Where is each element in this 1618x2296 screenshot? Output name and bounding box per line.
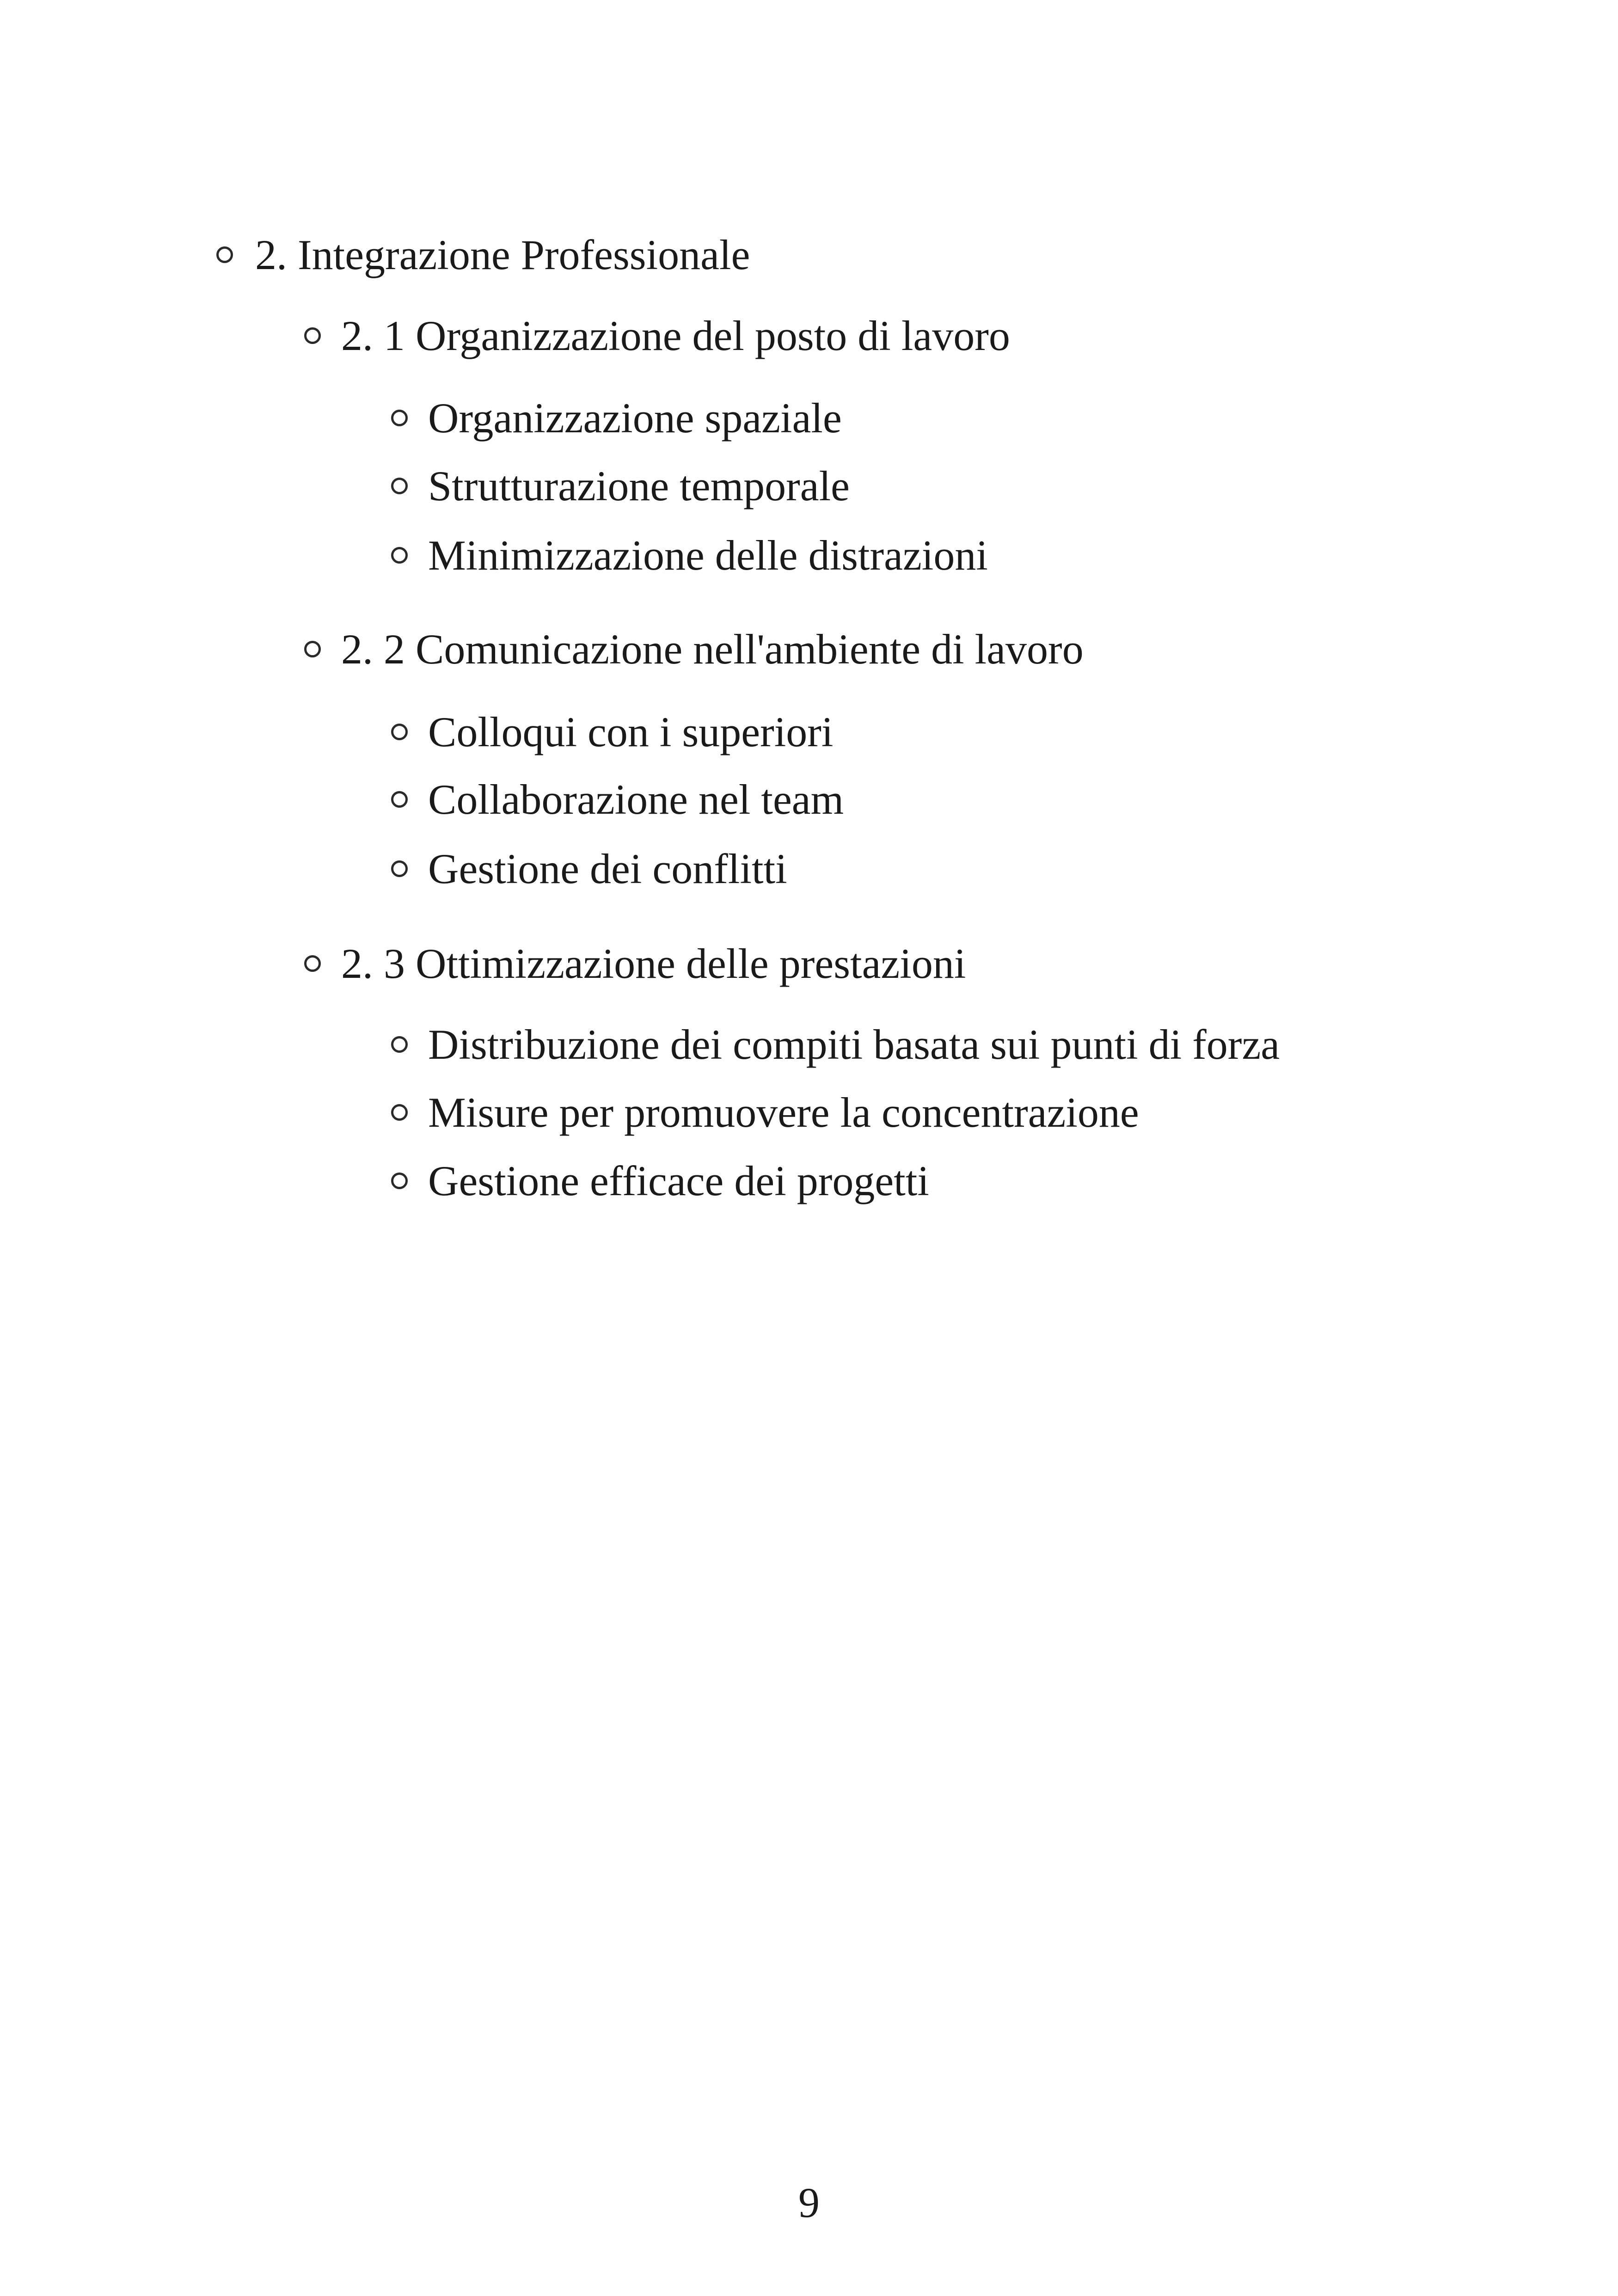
list-item-label: Organizzazione spaziale: [428, 394, 842, 442]
list-item-label: Distribuzione dei compiti basata sui punti di forza: [428, 1021, 1280, 1068]
section-heading: [216, 233, 750, 276]
hollow-bullet-icon: [391, 724, 408, 740]
hollow-bullet-icon: [391, 547, 408, 564]
hollow-bullet-icon: [391, 478, 408, 494]
hollow-bullet-icon: [391, 860, 408, 877]
subsection-title: 2. 2 Comunicazione nell'ambiente di lavoro: [341, 626, 1084, 673]
hollow-bullet-icon: [216, 246, 233, 263]
list-item-label: Minimizzazione delle distrazioni: [428, 532, 988, 579]
subsection-heading: [304, 626, 1084, 673]
subsection-title: 2. 3 Ottimizzazione delle prestazioni: [341, 940, 966, 987]
list-item: [391, 394, 842, 442]
section-title: 2. Integrazione Professionale: [255, 231, 750, 278]
hollow-bullet-icon: [391, 1036, 408, 1053]
list-item-label: Strutturazione temporale: [428, 462, 850, 510]
hollow-bullet-icon: [391, 410, 408, 426]
list-item: [391, 1091, 1139, 1134]
list-item-label: Misure per promuovere la concentrazione: [428, 1089, 1139, 1136]
hollow-bullet-icon: [304, 641, 321, 657]
list-item: [391, 778, 844, 821]
hollow-bullet-icon: [391, 1173, 408, 1189]
list-item-label: Gestione efficace dei progetti: [428, 1157, 929, 1204]
list-item: [391, 708, 834, 755]
subsection-heading: [304, 314, 1010, 357]
list-item: [391, 847, 787, 890]
page-number: 9: [798, 2179, 820, 2226]
hollow-bullet-icon: [391, 1104, 408, 1121]
hollow-bullet-icon: [304, 327, 321, 344]
list-item: [391, 1157, 929, 1204]
hollow-bullet-icon: [391, 791, 408, 808]
list-item-label: Colloqui con i superiori: [428, 708, 834, 755]
list-item: [391, 1023, 1280, 1066]
subsection-title: 2. 1 Organizzazione del posto di lavoro: [341, 312, 1010, 359]
subsection-heading: [304, 942, 966, 985]
list-item-label: Collaborazione nel team: [428, 776, 844, 823]
list-item: [391, 462, 850, 510]
hollow-bullet-icon: [304, 955, 321, 972]
list-item-label: Gestione dei conflitti: [428, 845, 787, 892]
list-item: [391, 534, 988, 577]
